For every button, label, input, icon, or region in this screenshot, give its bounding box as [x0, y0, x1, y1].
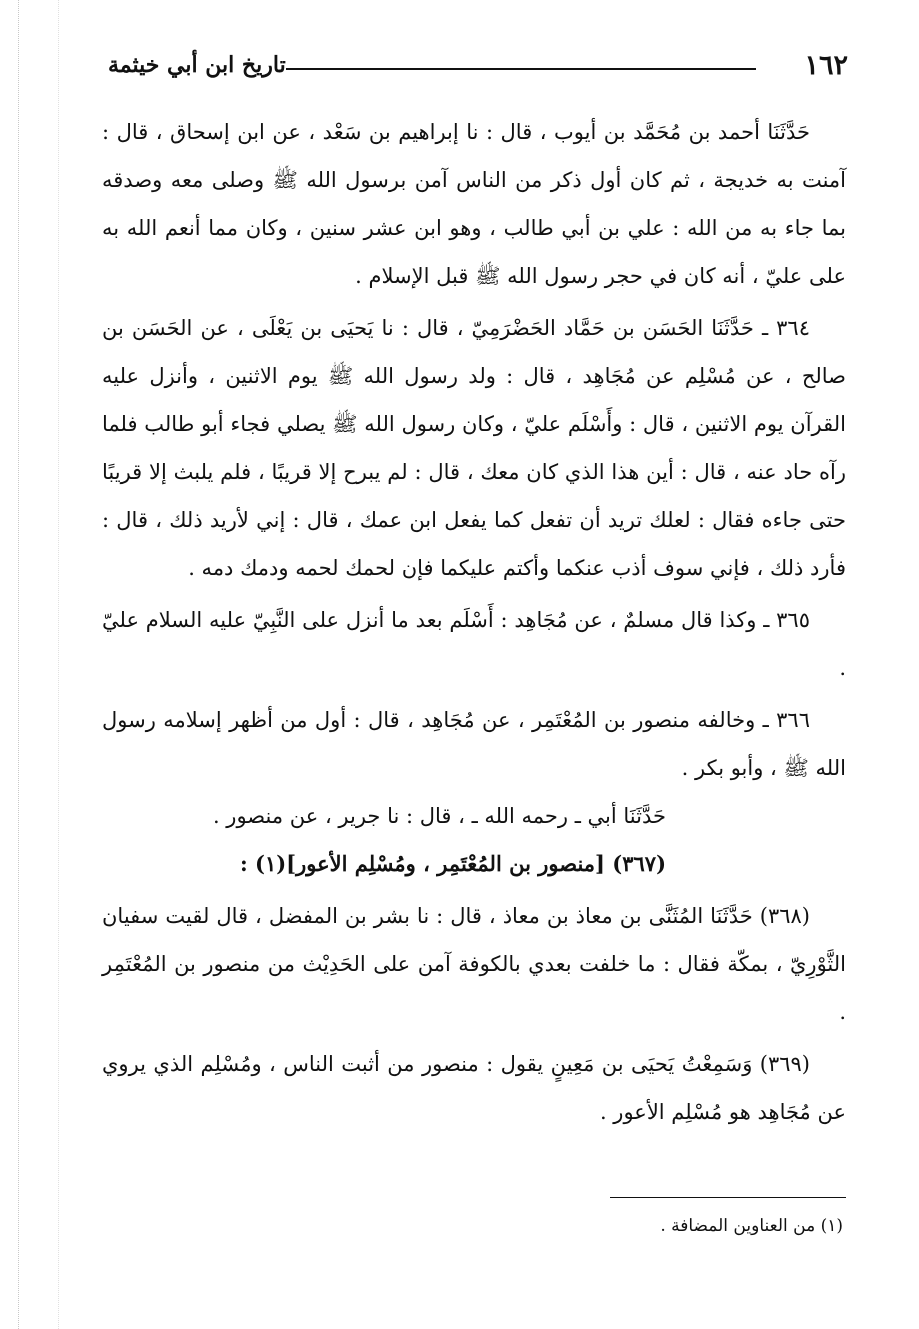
page-header	[108, 50, 848, 90]
paragraph-369: (٣٦٩) وَسَمِعْتُ يَحيَى بن مَعِينٍ يقول : منصور من أثبت الناس ، ومُسْلِم الذي يروي عن مُجَاهِد هو مُسْلِم الأعور .	[102, 1052, 846, 1124]
paragraph-366-isnad: حَدَّثَنَا أبي ـ رحمه الله ـ ، قال : نا جرير ، عن منصور .	[212, 804, 666, 828]
page-edge-line	[58, 0, 60, 1329]
page-edge-line	[18, 0, 20, 1329]
paragraph-365: ٣٦٥ ـ وكذا قال مسلمٌ ، عن مُجَاهِد : أَسْلَم بعد ما أنزل على النَّبِيّ عليه السلام عليّ .	[102, 608, 846, 680]
footnote: (١) من العناوين المضافة .	[660, 1216, 843, 1236]
section-heading-367: (٣٦٧) [منصور بن المُعْتَمِر ، ومُسْلِم الأعور](١) :	[239, 851, 666, 876]
paragraph-366: ٣٦٦ ـ وخالفه منصور بن المُعْتَمِر ، عن مُجَاهِد ، قال : أول من أظهر إسلامه رسول الله ﷺ ، وأبو بكر .	[102, 708, 846, 780]
running-title: تاريخ ابن أبي خيثمة	[108, 52, 286, 78]
paragraph-364: ٣٦٤ ـ حَدَّثَنَا الحَسَن بن حَمَّاد الحَضْرَمِيّ ، قال : نا يَحيَى بن يَعْلَى ، عن الحَسَن بن صالح ، عن مُسْلِم عن مُجَاهِد ، قال : ولد رسول الله ﷺ يوم الاثنين ، وأنزل عليه القرآن يوم الاثنين ، قال : وأَسْلَم عليّ ، وكان رسول الله ﷺ يصلي فجاء أبو طالب فلما رآه حاد عنه ، قال : أين هذا الذي كان معك ، قال : لم يبرح إلا قريبًا ، فلم يلبث إلا قريبًا حتى جاءه فقال : لعلك تريد أن تفعل كما يفعل ابن عمك ، قال : إني لأريد ذلك ، قال : فأرد ذلك ، فإني سوف أذب عنكما وأكتم عليكما فإن لحمك لحمه ودمك دمه .	[102, 316, 846, 580]
header-rule	[286, 68, 756, 70]
page-number: ١٦٢	[804, 50, 848, 81]
body-text	[102, 108, 846, 1136]
footnote-rule	[610, 1197, 846, 1198]
paragraph-368: (٣٦٨) حَدَّثَنَا المُثَنَّى بن معاذ بن معاذ ، قال : نا بشر بن المفضل ، قال لقيت سفيان الثَّوْرِيّ ، بمكّة فقال : ما خلفت بعدي بالكوفة آمن على الحَدِيْث من منصور بن المُعْتَمِر .	[102, 904, 846, 1024]
paragraph-363-continuation: حَدَّثَنَا أحمد بن مُحَمَّد بن أيوب ، قال : نا إبراهيم بن سَعْد ، عن ابن إسحاق ، قال : آمنت به خديجة ، ثم كان أول ذكر من الناس آمن برسول الله ﷺ وصلى معه وصدقه بما جاء به من الله : علي بن أبي طالب ، وهو ابن عشر سنين ، وكان مما أنعم الله به على عليّ ، أنه كان في حجر رسول الله ﷺ قبل الإسلام .	[102, 120, 846, 288]
